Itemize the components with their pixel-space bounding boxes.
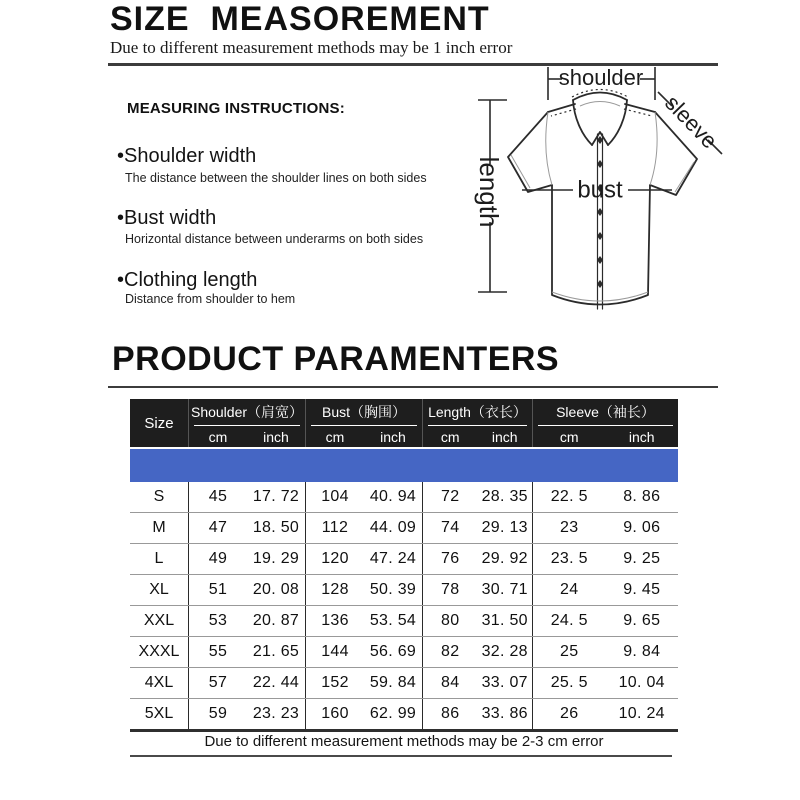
sleeve-label: sleeve (660, 90, 723, 154)
table-row (130, 574, 678, 605)
value-cell: 128 (321, 581, 349, 598)
value-cell: 44. 09 (369, 519, 417, 536)
unit-label: cm (559, 428, 579, 445)
sleeve-header-group (532, 399, 678, 447)
value-cell: 57 (208, 674, 228, 691)
value-cell: 47 (208, 519, 228, 536)
parameters-heading: PRODUCT PARAMENTERS (112, 340, 560, 378)
value-cell: 112 (321, 519, 349, 536)
highlight-row (130, 449, 678, 482)
value-cell: 20. 87 (252, 612, 300, 629)
table-row (130, 512, 678, 543)
value-cell: 30. 71 (481, 581, 528, 598)
size-cell: M (152, 519, 166, 536)
value-cell: 9. 45 (623, 581, 661, 598)
value-cell: 21. 65 (252, 643, 300, 660)
value-cell: 23 (560, 519, 579, 536)
value-cell: 152 (321, 674, 349, 691)
value-cell: 82 (441, 643, 460, 660)
unit-label: inch (263, 428, 289, 445)
value-cell: 78 (441, 581, 460, 598)
size-cell: 4XL (144, 674, 174, 691)
value-cell: 24 (560, 581, 579, 598)
value-cell: 22. 5 (550, 488, 588, 505)
value-cell: 19. 29 (252, 550, 300, 567)
value-cell: 29. 92 (481, 550, 528, 567)
shirt-illustration (435, 52, 765, 337)
size-cell: L (154, 550, 164, 567)
instruction-length-title: •Clothing length (117, 269, 258, 291)
value-cell: 40. 94 (369, 488, 417, 505)
value-cell: 120 (321, 550, 349, 567)
value-cell: 8. 86 (623, 488, 661, 505)
value-cell: 47. 24 (369, 550, 417, 567)
size-header-cell: Size (144, 414, 174, 432)
size-cell: XL (149, 581, 169, 598)
value-cell: 104 (321, 488, 349, 505)
bust-label: bust (577, 176, 623, 204)
bust-header-group (305, 399, 422, 447)
unit-label: inch (491, 428, 518, 445)
value-cell: 24. 5 (550, 612, 588, 629)
value-cell: 28. 35 (481, 488, 528, 505)
table-row (130, 698, 678, 729)
page-title: SIZE MEASOREMENT (110, 0, 490, 38)
table-row (130, 667, 678, 698)
table-footnote: Due to different measurement methods may be 2-3 cm error (204, 733, 604, 750)
shoulder-label: shoulder (558, 64, 644, 90)
value-cell: 53. 54 (369, 612, 417, 629)
value-cell: 32. 28 (481, 643, 528, 660)
unit-label: cm (325, 428, 345, 445)
table-header (130, 399, 678, 447)
value-cell: 76 (441, 550, 460, 567)
value-cell: 33. 86 (481, 705, 528, 722)
instruction-length-desc: Distance from shoulder to hem (125, 292, 296, 306)
size-table (130, 399, 678, 732)
value-cell: 74 (441, 519, 460, 536)
instruction-shoulder-desc: The distance between the shoulder lines on both sides (125, 171, 427, 185)
value-cell: 23. 23 (252, 705, 300, 722)
value-cell: 22. 44 (252, 674, 300, 691)
length-header-label: Length（衣长） (428, 399, 527, 426)
value-cell: 136 (321, 612, 349, 629)
unit-label: cm (208, 428, 228, 445)
value-cell: 33. 07 (481, 674, 528, 691)
size-cell: S (153, 488, 165, 505)
value-cell: 31. 50 (481, 612, 528, 629)
value-cell: 23. 5 (550, 550, 588, 567)
shoulder-header-label: Shoulder（肩宽） (194, 399, 300, 426)
value-cell: 9. 06 (623, 519, 661, 536)
value-cell: 29. 13 (481, 519, 528, 536)
unit-label: inch (628, 428, 655, 445)
table-row (130, 543, 678, 574)
unit-label: inch (380, 428, 406, 445)
value-cell: 17. 72 (252, 488, 300, 505)
mid-divider (108, 386, 718, 388)
value-cell: 62. 99 (369, 705, 417, 722)
value-cell: 144 (321, 643, 349, 660)
size-cell: XXL (143, 612, 175, 629)
length-header-group (422, 399, 532, 447)
instruction-bust-desc: Horizontal distance between underarms on both sides (125, 232, 424, 246)
value-cell: 9. 84 (623, 643, 661, 660)
value-cell: 9. 25 (623, 550, 661, 567)
size-cell: XXXL (138, 643, 180, 660)
instruction-shoulder-title: •Shoulder width (117, 145, 257, 167)
shoulder-header-group (188, 399, 305, 447)
table-body (130, 482, 678, 732)
value-cell: 51 (208, 581, 228, 598)
value-cell: 86 (441, 705, 460, 722)
value-cell: 25. 5 (550, 674, 588, 691)
value-cell: 45 (208, 488, 228, 505)
value-cell: 72 (441, 488, 460, 505)
bust-header-label: Bust（胸围） (311, 399, 417, 426)
table-row (130, 636, 678, 667)
value-cell: 9. 65 (623, 612, 661, 629)
value-cell: 160 (321, 705, 349, 722)
bottom-divider (130, 755, 672, 757)
unit-label: cm (440, 428, 460, 445)
value-cell: 59. 84 (369, 674, 417, 691)
value-cell: 80 (441, 612, 460, 629)
value-cell: 55 (208, 643, 228, 660)
table-row (130, 482, 678, 512)
value-cell: 56. 69 (369, 643, 417, 660)
value-cell: 10. 04 (618, 674, 665, 691)
value-cell: 53 (208, 612, 228, 629)
length-label: length (474, 156, 505, 228)
value-cell: 10. 24 (618, 705, 665, 722)
sleeve-header-label: Sleeve（袖长） (538, 399, 673, 426)
table-row (130, 605, 678, 636)
value-cell: 59 (208, 705, 228, 722)
value-cell: 50. 39 (369, 581, 417, 598)
value-cell: 26 (560, 705, 579, 722)
value-cell: 25 (560, 643, 579, 660)
value-cell: 84 (441, 674, 460, 691)
size-cell: 5XL (144, 705, 174, 722)
value-cell: 20. 08 (252, 581, 300, 598)
instruction-bust-title: •Bust width (117, 207, 217, 229)
value-cell: 18. 50 (252, 519, 300, 536)
page-subtitle: Due to different measurement methods may be 1 inch error (110, 38, 513, 57)
value-cell: 49 (208, 550, 228, 567)
instructions-heading: MEASURING INSTRUCTIONS: (127, 100, 345, 117)
